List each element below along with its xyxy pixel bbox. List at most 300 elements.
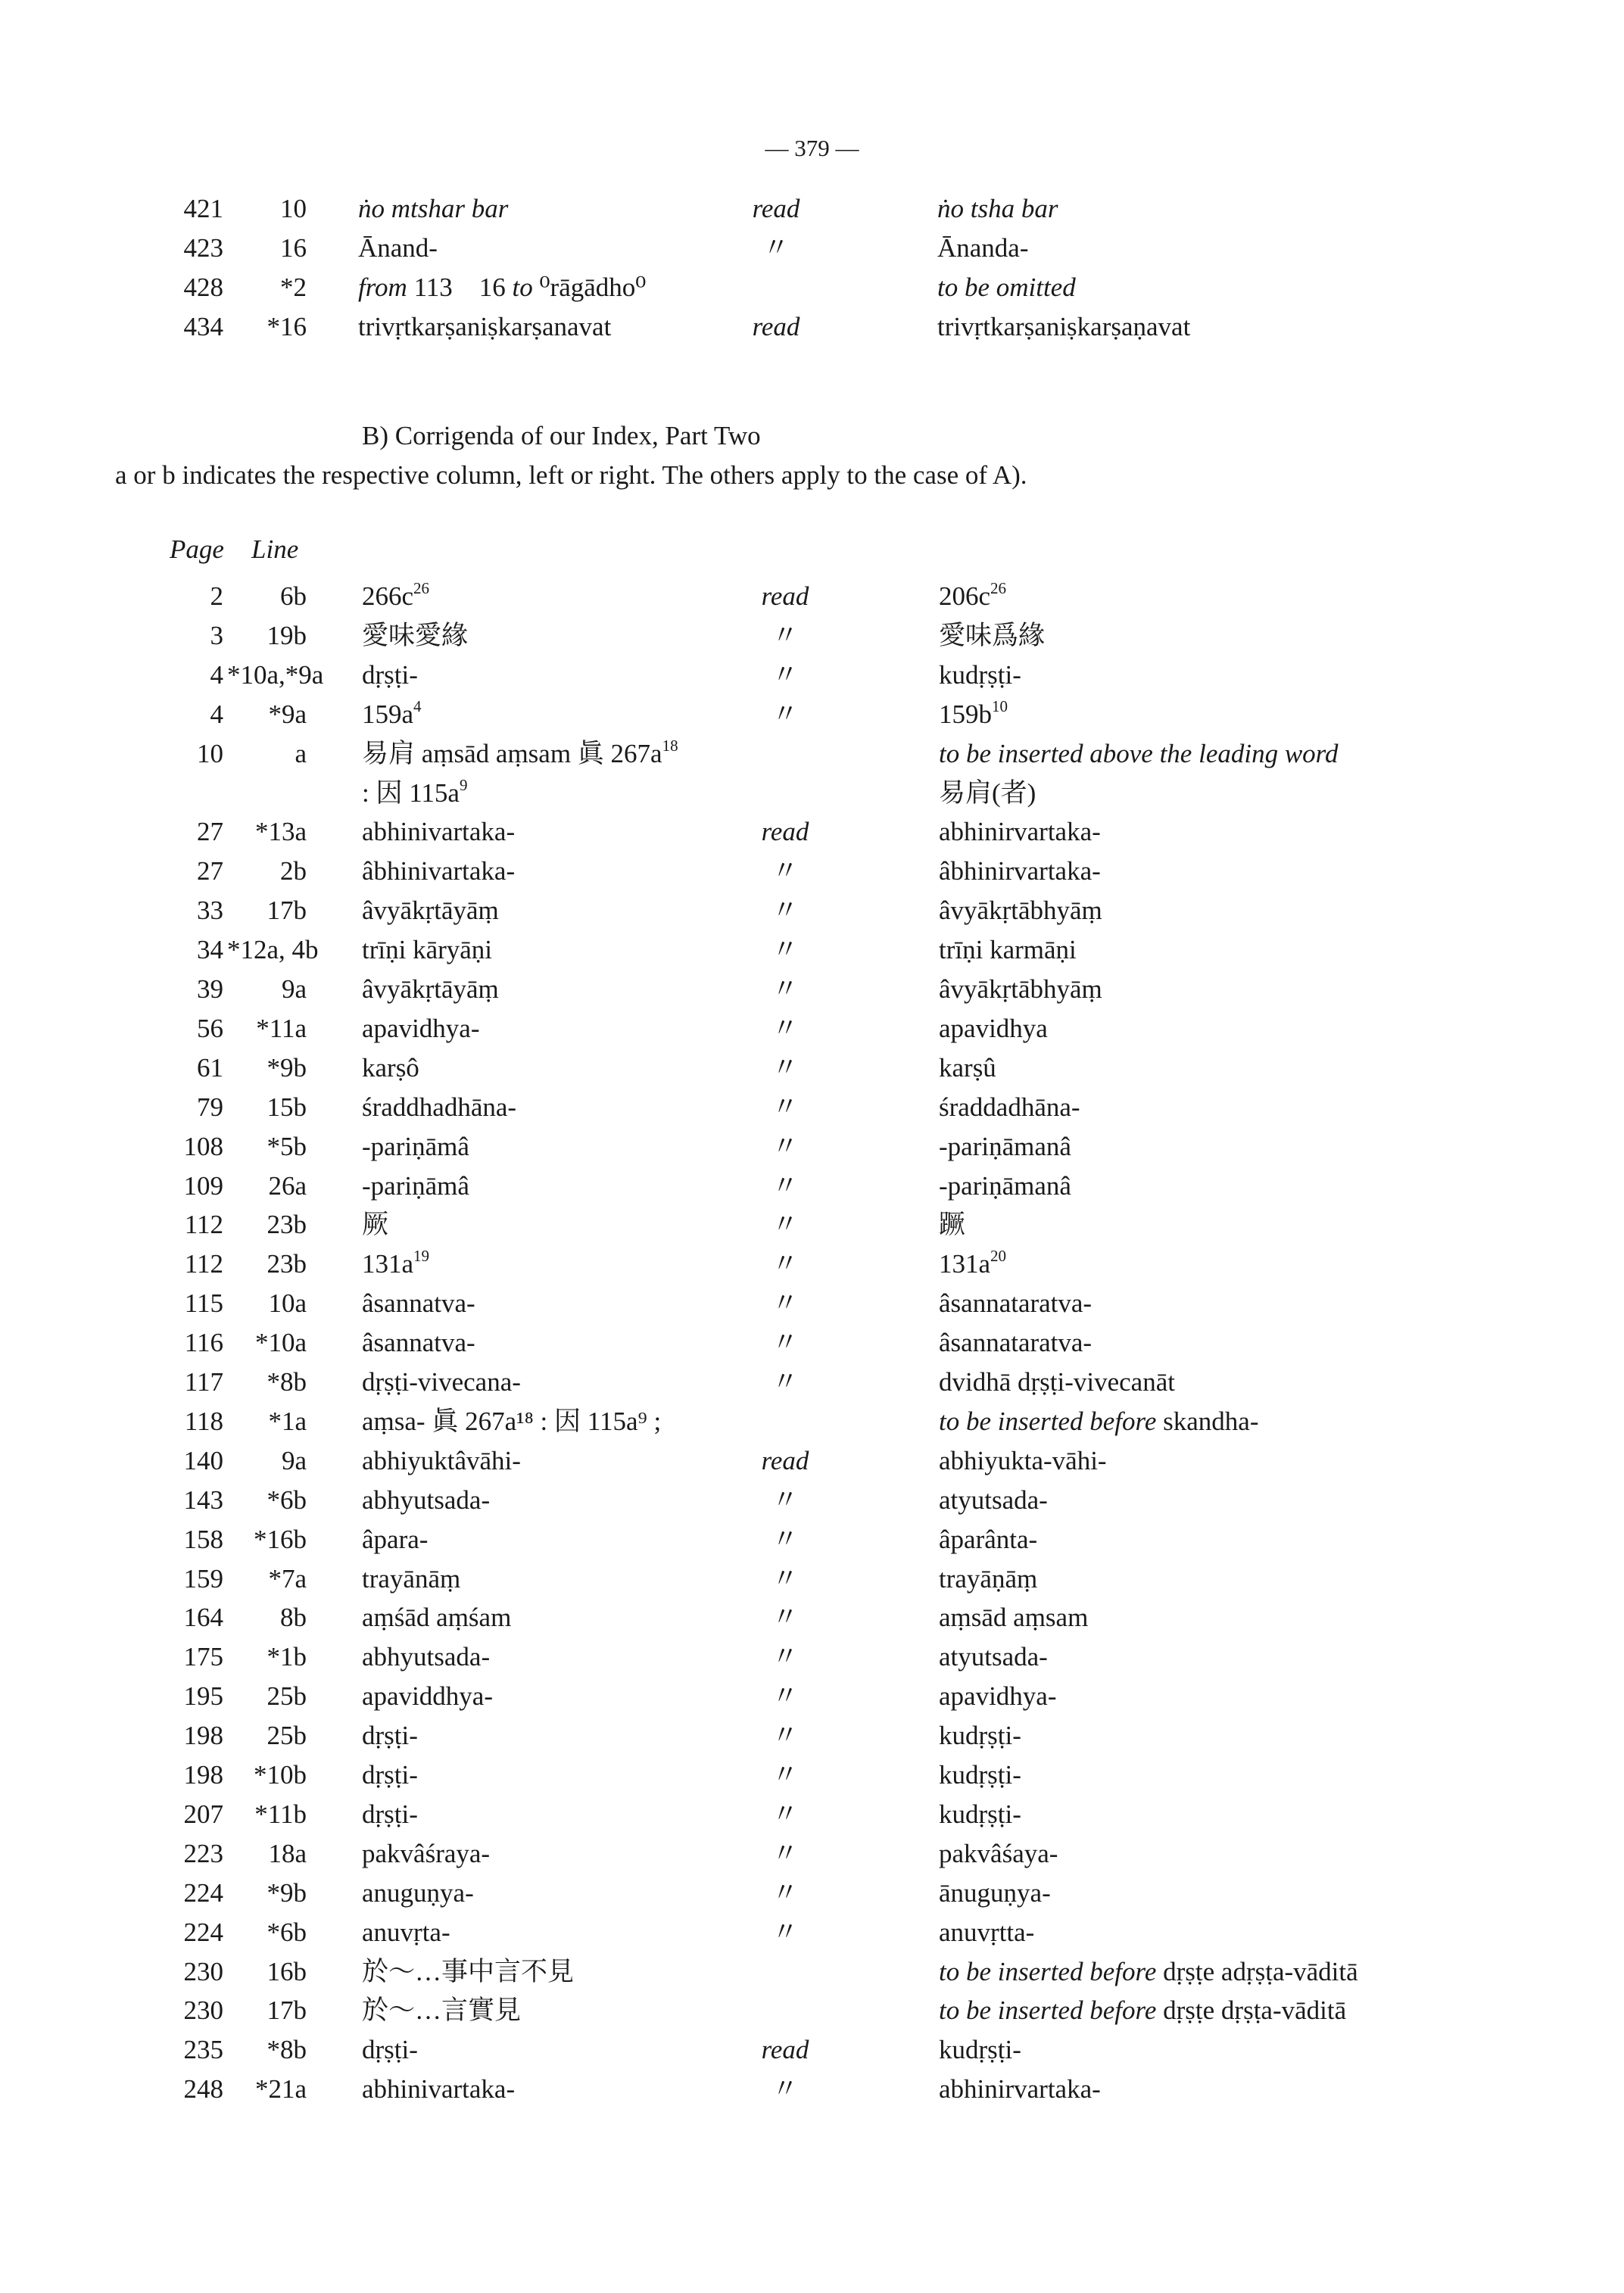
correct-cell (939, 1284, 1092, 1323)
correct-cell (939, 1952, 1358, 1992)
wrong-cell (362, 1598, 511, 1637)
line-cell: *21a (254, 2074, 307, 2104)
wrong-superscript: 18 (662, 737, 678, 755)
wrong-superscript: 9 (459, 776, 468, 794)
wrong-cell (362, 852, 515, 891)
correct-cell (939, 1363, 1175, 1402)
wrong-cell (362, 1677, 493, 1716)
wrong-cell: Ānand- (358, 233, 438, 263)
wrong-superscript: 26 (413, 579, 430, 597)
wrong-text: apavidhya- (362, 1014, 480, 1043)
correct-cell (939, 1167, 1071, 1206)
wrong-text: âpara- (362, 1525, 429, 1554)
wrong-text: 於～…事中言不見 (362, 1957, 575, 1986)
line-cell: 10a (268, 1288, 307, 1318)
wrong-cell (362, 891, 499, 930)
wrong-text: anuguṇya- (362, 1878, 474, 1908)
from-page: 113 (413, 273, 453, 302)
page-cell: 56 (197, 1014, 223, 1043)
page-cell: 428 (183, 273, 223, 302)
page-cell: 223 (183, 1839, 223, 1868)
table-row (0, 616, 1624, 656)
wrong-cell (362, 695, 422, 734)
page-cell: 207 (183, 1799, 223, 1829)
line-cell: 9a (281, 974, 307, 1004)
page-cell: 108 (183, 1132, 223, 1161)
wrong-cell (362, 812, 515, 852)
mark-cell: 〃 (771, 1210, 799, 1239)
table-row (0, 1245, 1624, 1284)
page-cell: 195 (183, 1681, 223, 1711)
correct-text: atyutsada- (939, 1642, 1048, 1671)
table-row (0, 812, 1624, 852)
page-cell: 224 (183, 1878, 223, 1908)
correct-text: trayāṇāṃ (939, 1564, 1038, 1594)
table-row (0, 1048, 1624, 1088)
correct-text: atyutsada- (939, 1485, 1048, 1515)
wrong-text: 易肩 aṃsād aṃsam 眞 267a (362, 739, 662, 768)
mark-cell: read (752, 312, 800, 341)
line-cell: 2b (280, 856, 307, 886)
table-row (0, 1441, 1624, 1481)
line-cell: *10a,*9a (227, 660, 324, 690)
correct-cell (939, 1441, 1107, 1481)
wrong-text: 厥 (362, 1210, 389, 1239)
wrong-cell (362, 1323, 475, 1363)
correct-text: karṣû (939, 1053, 996, 1083)
correct-superscript: 10 (992, 697, 1008, 715)
wrong-text: -pariṇāmâ (362, 1132, 469, 1161)
wrong-cell (362, 656, 418, 695)
correct-cell (939, 1756, 1021, 1795)
line-cell: *6b (267, 1918, 307, 1947)
page-cell: 158 (183, 1525, 223, 1554)
correct-text: âsannataratva- (939, 1328, 1093, 1357)
wrong-cell (362, 1284, 475, 1323)
column-header-line: Line (251, 534, 299, 564)
mark-cell: read (761, 817, 809, 846)
wrong-cell (362, 1088, 516, 1127)
correct-text: to be inserted above the leading word (939, 739, 1339, 768)
wrong-cell (362, 2030, 418, 2070)
correct-text: to be inserted before (939, 1407, 1157, 1436)
page-cell: 421 (183, 194, 223, 223)
correct-superscript: 26 (990, 579, 1007, 597)
table-row (0, 1913, 1624, 1952)
correct-cell (939, 1205, 965, 1245)
wrong-cell (362, 1402, 661, 1441)
correct-text: âbhinirvartaka- (939, 856, 1101, 886)
wrong-cell (362, 1167, 469, 1206)
mark-cell: 〃 (771, 1053, 799, 1083)
wrong-cell (362, 1245, 429, 1284)
correct-cell (939, 1559, 1037, 1599)
wrong-cell (362, 1952, 574, 1992)
table-row (0, 229, 1624, 268)
wrong-text: anuvṛta- (362, 1918, 450, 1947)
table-row (0, 1598, 1624, 1637)
correct-cell: ṅo tsha bar (937, 194, 1058, 223)
wrong-text: abhinivartaka- (362, 817, 516, 846)
correct-cell (939, 1048, 996, 1088)
correct-cell (939, 2030, 1021, 2070)
wrong-cell (362, 1795, 418, 1834)
wrong-cell (362, 930, 492, 970)
correct-text: to be inserted before (939, 1957, 1157, 1986)
mark-cell: 〃 (771, 1721, 799, 1750)
correct-cell (939, 1088, 1080, 1127)
mark-cell: 〃 (771, 856, 799, 886)
wrong-text: karṣô (362, 1053, 419, 1083)
wrong-text: -pariṇāmâ (362, 1171, 469, 1201)
mark-cell: 〃 (771, 1799, 799, 1829)
correct-text: abhinirvartaka- (939, 2074, 1101, 2104)
from-word: from (358, 273, 407, 302)
wrong-text: trayānāṃ (362, 1564, 461, 1594)
page-cell: 3 (210, 621, 223, 650)
page-cell: 10 (197, 739, 223, 768)
line-cell: 25b (267, 1721, 307, 1750)
table-row (0, 189, 1624, 229)
correct-tail: dṛṣṭe dṛṣṭa-vāditā (1156, 1995, 1347, 2025)
correct-cell (939, 891, 1102, 930)
page-cell: 230 (183, 1995, 223, 2025)
correct-text: 愛味爲緣 (939, 621, 1046, 650)
table-row (0, 891, 1624, 930)
table-row (0, 577, 1624, 616)
line-cell: 15b (267, 1092, 307, 1122)
mark-cell: read (761, 2035, 809, 2064)
wrong-text: âvyākṛtāyāṃ (362, 974, 499, 1004)
mark-cell: 〃 (771, 935, 799, 964)
table-row (0, 1520, 1624, 1559)
table-row (0, 307, 1624, 347)
wrong-text: dṛṣṭi- (362, 660, 418, 690)
to-ref: ⁰rāgādho⁰ (539, 273, 647, 302)
correct-tail: dṛṣṭe adṛṣṭa-vāditā (1156, 1957, 1358, 1986)
table-row (0, 1559, 1624, 1599)
from-line: 16 (478, 273, 506, 302)
mark-cell: 〃 (771, 1249, 799, 1279)
to-word: to (512, 273, 533, 302)
correct-cell (939, 1637, 1048, 1677)
mark-cell: 〃 (771, 1092, 799, 1122)
wrong-cell (362, 1205, 388, 1245)
table-row (0, 1205, 1624, 1245)
correct-cell (939, 695, 1008, 734)
mark-cell: 〃 (771, 1918, 799, 1947)
wrong-text: abhinivartaka- (362, 2074, 516, 2104)
table-row (0, 1323, 1624, 1363)
line-cell: 6b (280, 581, 307, 611)
correct-cell (939, 1834, 1058, 1874)
table-row (0, 2030, 1624, 2070)
mark-cell: 〃 (771, 621, 799, 650)
wrong-cell (362, 970, 499, 1009)
line-cell: *7a (268, 1564, 307, 1594)
table-row (0, 1952, 1624, 1992)
table-row (0, 774, 1624, 813)
page-cell: 112 (184, 1210, 223, 1239)
correct-text: kudṛṣṭi- (939, 1760, 1021, 1790)
correct-text: kudṛṣṭi- (939, 2035, 1021, 2064)
correct-text: to be inserted before (939, 1995, 1157, 2025)
page-cell: 198 (183, 1760, 223, 1790)
correct-cell (939, 970, 1102, 1009)
table-row (0, 930, 1624, 970)
page-cell: 79 (197, 1092, 223, 1122)
correct-text: âsannataratva- (939, 1288, 1093, 1318)
wrong-cell (362, 1991, 521, 2030)
correct-cell: Ānanda- (937, 233, 1029, 263)
wrong-cell (362, 1127, 469, 1167)
line-cell: *1a (268, 1407, 307, 1436)
correct-superscript: 20 (990, 1247, 1007, 1265)
correct-text: -pariṇāmanâ (939, 1132, 1071, 1161)
mark-cell: 〃 (771, 1839, 799, 1868)
page-cell: 27 (197, 856, 223, 886)
page-cell: 175 (183, 1642, 223, 1671)
wrong-cell: trivṛtkarṣaniṣkarṣanavat (358, 312, 612, 341)
correct-text: kudṛṣṭi- (939, 660, 1021, 690)
line-cell: *2 (280, 273, 307, 302)
wrong-cell (362, 616, 468, 656)
wrong-cell (362, 734, 678, 774)
correct-cell (939, 734, 1339, 774)
page-cell: 143 (183, 1485, 223, 1515)
correct-cell (939, 1598, 1088, 1637)
page-cell: 4 (210, 699, 223, 729)
correct-text: abhiyukta-vāhi- (939, 1446, 1107, 1475)
mark-cell: 〃 (771, 699, 799, 729)
page-cell: 434 (183, 312, 223, 341)
correct-text: âvyākṛtābhyāṃ (939, 974, 1102, 1004)
wrong-text: aṃsa- 眞 267a¹⁸ : 因 115a⁹ ; (362, 1407, 662, 1436)
line-cell: 19b (267, 621, 307, 650)
wrong-cell (362, 774, 467, 813)
correct-cell (939, 1481, 1048, 1520)
correct-cell (939, 1677, 1056, 1716)
wrong-cell (362, 1637, 490, 1677)
mark-cell: 〃 (771, 1171, 799, 1201)
page-cell: 235 (183, 2035, 223, 2064)
wrong-text: dṛṣṭi- (362, 2035, 418, 2064)
section-b-note: a or b indicates the respective column, left or right. The others apply to the case of A). (115, 460, 1027, 490)
correct-cell (939, 1795, 1021, 1834)
wrong-text: abhyutsada- (362, 1485, 491, 1515)
line-cell: 17b (267, 1995, 307, 2025)
table-row (0, 852, 1624, 891)
wrong-cell (362, 1874, 474, 1913)
correct-cell (939, 1913, 1034, 1952)
table-row (0, 1756, 1624, 1795)
correct-text: apavidhya (939, 1014, 1048, 1043)
correct-text: kudṛṣṭi- (939, 1799, 1021, 1829)
table-row (0, 1127, 1624, 1167)
line-cell: 9a (281, 1446, 307, 1475)
wrong-cell (362, 1520, 428, 1559)
wrong-cell (362, 1048, 419, 1088)
correct-cell (939, 616, 1045, 656)
wrong-cell (362, 1009, 479, 1048)
correct-cell: trivṛtkarṣaniṣkarṣaṇavat (937, 312, 1191, 341)
wrong-text: apaviddhya- (362, 1681, 493, 1711)
wrong-cell (362, 1363, 521, 1402)
correct-cell (939, 1874, 1051, 1913)
correct-text: abhinirvartaka- (939, 817, 1101, 846)
wrong-cell (362, 1441, 521, 1481)
page-cell: 140 (183, 1446, 223, 1475)
wrong-superscript: 4 (413, 697, 422, 715)
table-row (0, 1677, 1624, 1716)
page-cell: 164 (183, 1603, 223, 1632)
line-cell: 18a (268, 1839, 307, 1868)
line-cell: *6b (267, 1485, 307, 1515)
mark-cell: 〃 (771, 1288, 799, 1318)
correct-cell: to be omitted (937, 273, 1076, 302)
wrong-text: âsannatva- (362, 1288, 475, 1318)
page-cell: 109 (183, 1171, 223, 1201)
table-row (0, 656, 1624, 695)
table-row (0, 734, 1624, 774)
mark-cell: read (752, 194, 800, 223)
table-row (0, 1874, 1624, 1913)
correct-text: dvidhā dṛṣṭi-vivecanāt (939, 1367, 1175, 1397)
correct-text: pakvâśaya- (939, 1839, 1058, 1868)
wrong-text: dṛṣṭi- (362, 1760, 418, 1790)
correct-text: 蹶 (939, 1210, 966, 1239)
table-row (0, 2070, 1624, 2109)
correct-cell (939, 812, 1101, 852)
line-cell: *9b (267, 1878, 307, 1908)
page-cell: 224 (183, 1918, 223, 1947)
table-row (0, 1637, 1624, 1677)
page-cell: 34 (197, 935, 223, 964)
wrong-text: : 因 115a (362, 778, 460, 808)
correct-cell (939, 2070, 1101, 2109)
page-cell: 33 (197, 896, 223, 925)
correct-cell (939, 1991, 1346, 2030)
correct-text: âparânta- (939, 1525, 1038, 1554)
wrong-cell: ṅo mtshar bar (358, 194, 509, 223)
mark-cell: 〃 (771, 1642, 799, 1671)
wrong-cell (358, 268, 646, 307)
wrong-text: 愛味愛緣 (362, 621, 469, 650)
line-cell: *5b (267, 1132, 307, 1161)
wrong-text: aṃśād aṃśam (362, 1603, 512, 1632)
wrong-text: 於～…言實見 (362, 1995, 522, 2025)
page-cell: 112 (184, 1249, 223, 1279)
section-b-heading: B) Corrigenda of our Index, Part Two (362, 421, 761, 450)
correct-text: 159b (939, 699, 992, 729)
wrong-text: âsannatva- (362, 1328, 475, 1357)
wrong-cell (362, 1756, 418, 1795)
table-row (0, 1284, 1624, 1323)
wrong-text: 131a (362, 1249, 414, 1279)
correct-cell (939, 930, 1077, 970)
correct-tail: skandha- (1156, 1407, 1259, 1436)
page-number: — 379 — (765, 135, 859, 161)
page-cell: 118 (184, 1407, 223, 1436)
page-cell: 117 (184, 1367, 223, 1397)
wrong-text: abhiyuktâvāhi- (362, 1446, 521, 1475)
line-cell: 10 (280, 194, 307, 223)
page-cell: 116 (184, 1328, 223, 1357)
line-cell: *8b (267, 1367, 307, 1397)
line-cell: 26a (268, 1171, 307, 1201)
correct-cell (939, 577, 1006, 616)
correct-text: ānuguṇya- (939, 1878, 1051, 1908)
correct-text: anuvṛtta- (939, 1918, 1035, 1947)
mark-cell: 〃 (771, 1132, 799, 1161)
line-cell: *16b (254, 1525, 307, 1554)
page-cell: 248 (183, 2074, 223, 2104)
line-cell: 16b (267, 1957, 307, 1986)
page-cell: 198 (183, 1721, 223, 1750)
correct-cell (939, 1323, 1092, 1363)
line-cell: 23b (267, 1249, 307, 1279)
correct-cell (939, 656, 1021, 695)
mark-cell: 〃 (771, 2074, 799, 2104)
wrong-text: pakvâśraya- (362, 1839, 491, 1868)
correct-cell (939, 774, 1036, 813)
page-cell: 4 (210, 660, 223, 690)
wrong-cell (362, 2070, 515, 2109)
line-cell: *13a (254, 817, 307, 846)
correct-text: 131a (939, 1249, 991, 1279)
mark-cell: 〃 (771, 1681, 799, 1711)
line-cell: *11a (256, 1014, 307, 1043)
wrong-text: śraddhadhāna- (362, 1092, 517, 1122)
table-row (0, 268, 1624, 307)
wrong-cell (362, 1716, 418, 1756)
page-cell: 61 (197, 1053, 223, 1083)
line-cell: *1b (267, 1642, 307, 1671)
column-header-page: Page (170, 534, 224, 564)
correct-cell (939, 1716, 1021, 1756)
line-cell: *8b (267, 2035, 307, 2064)
page-cell: 230 (183, 1957, 223, 1986)
wrong-cell (362, 1913, 450, 1952)
table-row (0, 1716, 1624, 1756)
page-cell: 2 (210, 581, 223, 611)
wrong-text: abhyutsada- (362, 1642, 491, 1671)
correct-text: trīṇi karmāṇi (939, 935, 1077, 964)
line-cell: *9b (267, 1053, 307, 1083)
mark-cell: 〃 (771, 1760, 799, 1790)
table-row (0, 1795, 1624, 1834)
mark-cell: read (761, 1446, 809, 1475)
wrong-text: 159a (362, 699, 414, 729)
correct-text: apavidhya- (939, 1681, 1057, 1711)
correct-cell (939, 1127, 1071, 1167)
correct-text: -pariṇāmanâ (939, 1171, 1071, 1201)
mark-cell: 〃 (771, 1014, 799, 1043)
line-cell: *10b (254, 1760, 307, 1790)
wrong-text: dṛṣṭi- (362, 1799, 418, 1829)
correct-cell (939, 1009, 1048, 1048)
mark-cell: 〃 (771, 974, 799, 1004)
mark-cell: 〃 (771, 1367, 799, 1397)
line-cell: *16 (267, 312, 307, 341)
correct-cell (939, 1245, 1006, 1284)
correct-text: aṃsād aṃsam (939, 1603, 1089, 1632)
wrong-text: dṛṣṭi- (362, 1721, 418, 1750)
correct-cell (939, 1402, 1259, 1441)
wrong-text: âvyākṛtāyāṃ (362, 896, 499, 925)
table-row (0, 695, 1624, 734)
line-cell: *11b (254, 1799, 307, 1829)
